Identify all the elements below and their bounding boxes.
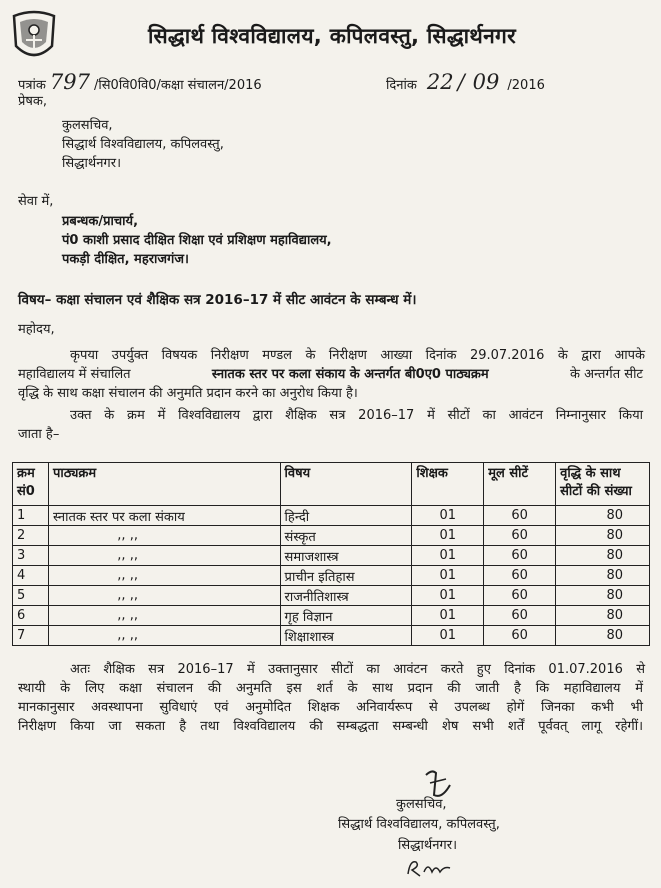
dinank-day: 22: [426, 70, 454, 94]
paragraph3-line-4: निरीक्षण किया जा सकता है तथा विश्वविद्यालय की सम्बद्धता सम्बन्धी शेष सभी शर्तें पूर्ववत् लागू रहेगीं।: [18, 719, 643, 734]
ditto-mark: ,, ,,: [117, 628, 138, 643]
ditto-mark: ,, ,,: [117, 548, 138, 563]
cell-sno: 6: [13, 606, 49, 626]
cell-sno: 1: [13, 506, 49, 526]
ditto-mark: ,, ,,: [117, 608, 138, 623]
table-row: [13, 546, 650, 566]
table-row: [13, 586, 650, 606]
seat-allocation-table: [12, 462, 650, 646]
cell-course: [48, 626, 280, 646]
paragraph1-line-2b: के अन्तर्गत सीट: [569, 367, 643, 382]
cell-teacher: 01: [412, 546, 484, 566]
table-row: [13, 526, 650, 546]
cell-base: 60: [484, 626, 556, 646]
handwritten-initials-icon: [404, 856, 454, 880]
table-header-row: [13, 463, 650, 506]
table-row: [13, 626, 650, 646]
paragraph2-line-1: उक्त के क्रम में विश्वविद्यालय द्वारा शैक्षिक सत्र 2016–17 में सीटों का आवंटन निम्नानुसार किया: [70, 408, 643, 423]
cell-increased: 80: [556, 566, 650, 586]
dinank-year: /2016: [507, 78, 545, 93]
header-course: पाठ्यक्रम: [48, 463, 280, 506]
patrank-rest: /सि0वि0वि0/कक्षा संचालन/2016: [94, 78, 262, 93]
paragraph1-line-1: कृपया उपर्युक्त विषयक निरीक्षण मण्डल के निरीक्षण आख्या दिनांक 29.07.2016 के द्वारा आपके: [70, 348, 645, 363]
cell-increased: 80: [556, 546, 650, 566]
signature-line-3: सिद्धार्थनगर।: [398, 838, 457, 853]
sender-line-1: कुलसचिव,: [62, 118, 113, 133]
cell-teacher: 01: [412, 606, 484, 626]
header-teacher: शिक्षक: [412, 463, 484, 506]
cell-teacher: 01: [412, 526, 484, 546]
cell-teacher: 01: [412, 566, 484, 586]
sender-line-3: सिद्धार्थनगर।: [62, 156, 121, 171]
ditto-mark: ,, ,,: [117, 568, 138, 583]
cell-course: [48, 546, 280, 566]
cell-sno: 4: [13, 566, 49, 586]
table-row: [13, 606, 650, 626]
sender-line-2: सिद्धार्थ विश्वविद्यालय, कपिलवस्तु,: [62, 137, 224, 152]
paragraph1-line-2: [18, 365, 643, 384]
salutation: महोदय,: [18, 322, 55, 337]
cell-subject: प्राचीन इतिहास: [280, 566, 412, 586]
signature-line-2: सिद्धार्थ विश्वविद्यालय, कपिलवस्तु,: [338, 817, 500, 832]
cell-base: 60: [484, 606, 556, 626]
ditto-mark: ,, ,,: [117, 528, 138, 543]
sender-label: प्रेषक,: [18, 94, 48, 109]
cell-increased: 80: [556, 606, 650, 626]
subject-line: विषय– कक्षा संचालन एवं शैक्षिक सत्र 2016–17 में सीट आवंटन के सम्बन्ध में।: [18, 292, 417, 308]
header-subject: विषय: [280, 463, 412, 506]
cell-subject: शिक्षाशास्त्र: [280, 626, 412, 646]
paragraph1-course-bold: स्नातक स्तर पर कला संकाय के अन्तर्गत बी0ए0 पाठ्यक्रम: [211, 367, 489, 382]
cell-subject: राजनीतिशास्त्र: [280, 586, 412, 606]
patrank-label: पत्रांक: [18, 78, 46, 93]
cell-sno: 2: [13, 526, 49, 546]
cell-course: [48, 566, 280, 586]
cell-base: 60: [484, 566, 556, 586]
cell-increased: 80: [556, 586, 650, 606]
cell-increased: 80: [556, 506, 650, 526]
cell-base: 60: [484, 526, 556, 546]
reference-date: [386, 70, 545, 94]
cell-teacher: 01: [412, 506, 484, 526]
reference-number: [18, 70, 262, 94]
table-row: [13, 506, 650, 526]
recipient-label: सेवा में,: [18, 194, 54, 209]
recipient-line-3: पकड़ी दीक्षित, महराजगंज।: [62, 252, 189, 267]
cell-subject: संस्कृत: [280, 526, 412, 546]
cell-subject: गृह विज्ञान: [280, 606, 412, 626]
header-increased-seats: वृद्धि के साथ सीटों की संख्या: [556, 463, 650, 506]
paragraph3-line-3: मानकानुसार अवस्थापना सुविधाएं एवं अनुमोदित शिक्षक अनिवार्यरूप से उपलब्ध होगें जिनका कभी भी: [18, 700, 643, 715]
cell-course: [48, 526, 280, 546]
cell-sno: 3: [13, 546, 49, 566]
header-base-seats: मूल सीटें: [484, 463, 556, 506]
paragraph2-line-2: जाता है–: [18, 427, 60, 442]
patrank-number: 797: [49, 70, 91, 94]
dinank-month: 09: [472, 70, 500, 94]
cell-course: [48, 586, 280, 606]
cell-teacher: 01: [412, 626, 484, 646]
cell-subject: समाजशास्त्र: [280, 546, 412, 566]
recipient-line-1: प्रबन्धक/प्राचार्य,: [62, 214, 139, 229]
dinank-label: दिनांक: [386, 78, 417, 93]
table-row: [13, 566, 650, 586]
paragraph1-line-2a: महाविद्यालय में संचालित: [18, 367, 131, 382]
university-logo-icon: [6, 6, 62, 66]
university-title: सिद्धार्थ विश्वविद्यालय, कपिलवस्तु, सिद्धार्थनगर: [148, 24, 517, 48]
paragraph3-line-1: अतः शैक्षिक सत्र 2016–17 में उक्तानुसार सीटों का आवंटन करते हुए दिनांक 01.07.2016 से: [70, 662, 645, 677]
ditto-mark: ,, ,,: [117, 588, 138, 603]
cell-subject: हिन्दी: [280, 506, 412, 526]
cell-sno: 5: [13, 586, 49, 606]
cell-base: 60: [484, 506, 556, 526]
cell-course: स्नातक स्तर पर कला संकाय: [48, 506, 280, 526]
cell-increased: 80: [556, 526, 650, 546]
cell-course: [48, 606, 280, 626]
dinank-sep: /: [457, 70, 465, 94]
signature-line-1: कुलसचिव,: [396, 797, 447, 812]
cell-sno: 7: [13, 626, 49, 646]
recipient-line-2: पं0 काशी प्रसाद दीक्षित शिक्षा एवं प्रशिक्षण महाविद्यालय,: [62, 233, 332, 248]
cell-base: 60: [484, 546, 556, 566]
paragraph3-line-2: स्थायी के लिए कक्षा संचालन की अनुमति इस शर्त के साथ प्रदान की जाती है कि महाविद्यालय में: [18, 681, 643, 696]
paragraph1-line-3: वृद्धि के साथ कक्षा संचालन की अनुमति प्रदान करने का अनुरोध किया है।: [18, 386, 358, 401]
cell-teacher: 01: [412, 586, 484, 606]
cell-increased: 80: [556, 626, 650, 646]
header-sno: क्रम सं0: [13, 463, 49, 506]
cell-base: 60: [484, 586, 556, 606]
